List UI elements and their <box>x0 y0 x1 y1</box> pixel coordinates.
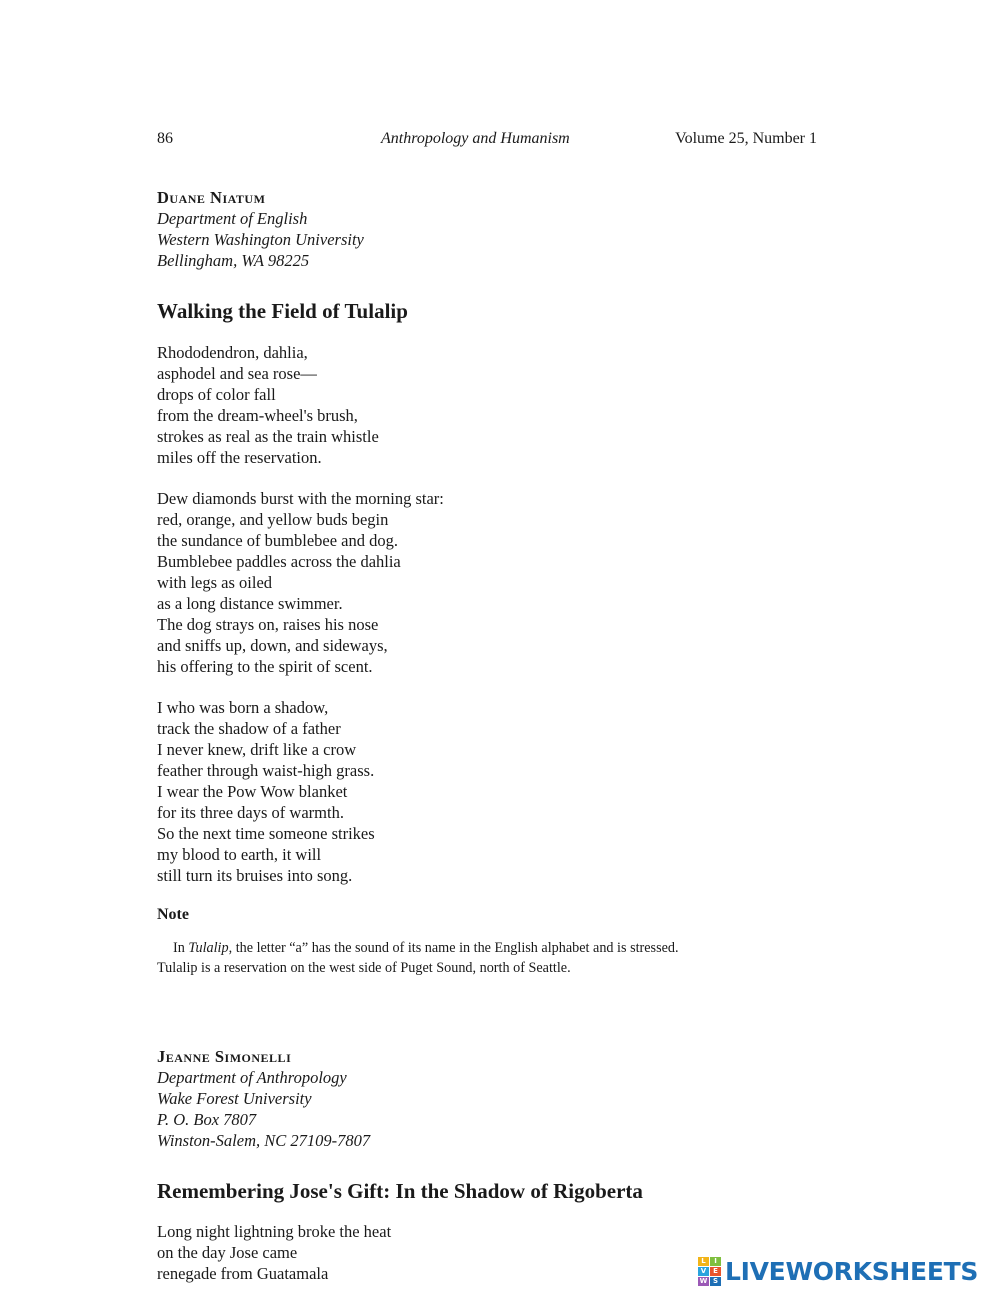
poem-line: my blood to earth, it will <box>157 845 322 864</box>
poem-line: asphodel and sea rose— <box>157 364 317 383</box>
poem-line: on the day Jose came <box>157 1243 298 1262</box>
affiliation-line: Department of English <box>157 209 308 228</box>
affiliation-line: Department of Anthropology <box>157 1068 347 1087</box>
author-name: Duane Niatum <box>157 188 266 207</box>
poem-line: renegade from Guatamala <box>157 1264 329 1283</box>
stanza-2 <box>157 488 444 677</box>
poem-line: Rhododendron, dahlia, <box>157 343 308 362</box>
note-line-1: In Tulalip, the letter “a” has the sound of its name in the English alphabet and is stressed. <box>173 940 679 956</box>
affiliation-line: Winston-Salem, NC 27109-7807 <box>157 1131 371 1150</box>
poem-line: as a long distance swimmer. <box>157 594 343 613</box>
stanza-3 <box>157 697 375 886</box>
stanza-poem2 <box>157 1221 391 1284</box>
liveworksheets-logo-icon: L I V E W S <box>698 1257 721 1286</box>
poem-line: The dog strays on, raises his nose <box>157 615 379 634</box>
poem-title: Walking the Field of Tulalip <box>157 299 408 323</box>
poem-line: Long night lightning broke the heat <box>157 1222 392 1241</box>
poem-line: I wear the Pow Wow blanket <box>157 782 348 801</box>
poem-line: I never knew, drift like a crow <box>157 740 357 759</box>
volume-info: Volume 25, Number 1 <box>675 130 817 147</box>
liveworksheets-watermark <box>698 1256 978 1286</box>
poem-line: and sniffs up, down, and sideways, <box>157 636 388 655</box>
poem-title: Remembering Jose's Gift: In the Shadow of Rigoberta <box>157 1179 643 1203</box>
poem-line: I who was born a shadow, <box>157 698 329 717</box>
poem-line: for its three days of warmth. <box>157 803 344 822</box>
note-line-2: Tulalip is a reservation on the west side of Puget Sound, north of Seattle. <box>157 959 571 976</box>
poem-line: track the shadow of a father <box>157 719 341 738</box>
note-text <box>157 939 837 978</box>
poem-line: feather through waist-high grass. <box>157 761 375 780</box>
affiliation-line: Western Washington University <box>157 230 364 249</box>
author-block-2 <box>157 1046 370 1151</box>
page-number: 86 <box>157 130 173 147</box>
affiliation-line: Wake Forest University <box>157 1089 312 1108</box>
poem-line: miles off the reservation. <box>157 448 322 467</box>
watermark-text: LIVEWORKSHEETS <box>725 1256 979 1286</box>
poem-line: with legs as oiled <box>157 573 273 592</box>
poem-line: his offering to the spirit of scent. <box>157 657 373 676</box>
poem-line: Bumblebee paddles across the dahlia <box>157 552 401 571</box>
poem-line: Dew diamonds burst with the morning star: <box>157 489 444 508</box>
note-italic-term: Tulalip <box>188 940 229 956</box>
stanza-1 <box>157 342 379 468</box>
poem-line: strokes as real as the train whistle <box>157 427 379 446</box>
poem-line: the sundance of bumblebee and dog. <box>157 531 399 550</box>
poem-line: still turn its bruises into song. <box>157 866 353 885</box>
author-name: Jeanne Simonelli <box>157 1047 292 1066</box>
poem-line: So the next time someone strikes <box>157 824 375 843</box>
poem-line: red, orange, and yellow buds begin <box>157 510 389 529</box>
poem-line: from the dream-wheel's brush, <box>157 406 358 425</box>
affiliation-line: Bellingham, WA 98225 <box>157 251 310 270</box>
affiliation-line: P. O. Box 7807 <box>157 1110 257 1129</box>
note-heading: Note <box>157 906 189 923</box>
author-block-1 <box>157 187 364 271</box>
poem-line: drops of color fall <box>157 385 276 404</box>
running-header <box>157 130 817 154</box>
journal-title: Anthropology and Humanism <box>381 130 570 147</box>
